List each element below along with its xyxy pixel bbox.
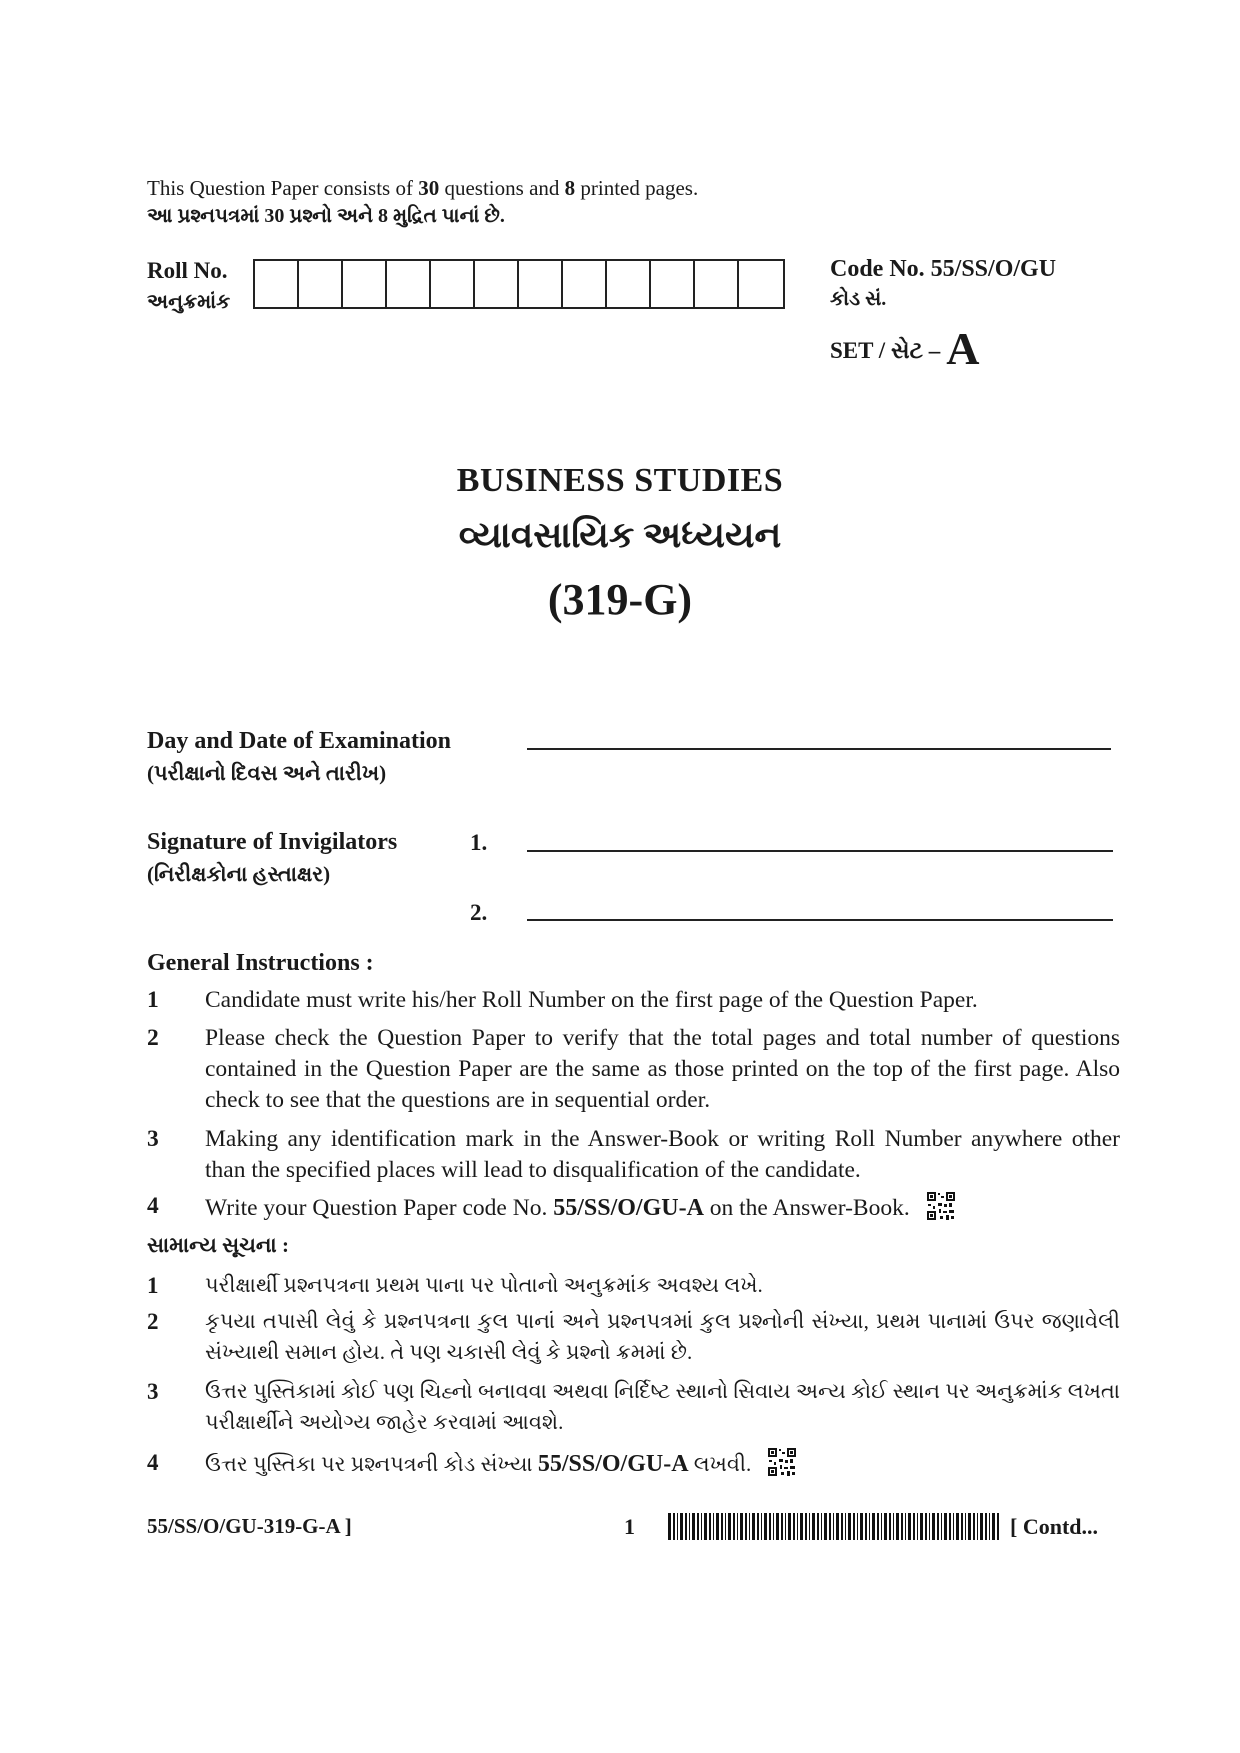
roll-digit-box[interactable]: [343, 261, 387, 307]
paper-info-gu: આ પ્રશ્નપત્રમાં 30 પ્રશ્નો અને 8 મુદ્રિત પાનાં છે.: [147, 205, 505, 227]
instruction-en-4: [147, 1191, 1120, 1224]
set-value: A: [946, 323, 980, 374]
roll-label-gu: અનુક્રમાંક: [147, 291, 231, 313]
code-label-gu: કોડ સં.: [830, 288, 887, 310]
date-label-gu: (પરીક્ષાનો દિવસ અને તારીખ): [147, 761, 387, 785]
qr-code-icon: [926, 1191, 956, 1221]
paper-info-suffix: printed pages.: [580, 176, 699, 200]
invigilator-label: [147, 826, 397, 890]
footer-page-number: 1: [624, 1514, 635, 1539]
roll-digit-box[interactable]: [695, 261, 739, 307]
invigilator-2-signature-line[interactable]: [527, 919, 1113, 921]
roll-digit-box[interactable]: [475, 261, 519, 307]
date-input-line[interactable]: [527, 748, 1111, 750]
answer-book-code: 55/SS/O/GU-A: [537, 1451, 689, 1477]
qr-code-icon: [767, 1447, 797, 1477]
instruction-text: પરીક્ષાર્થી પ્રશ્નપત્રના પ્રથમ પાના પર પોતાનો અનુક્રમાંક અવશ્ય લખે.: [205, 1273, 763, 1297]
instruction-text: Please check the Question Paper to verify that the total pages and total number of questions contained in the Question Paper are the same as those printed on the top of the first page. Also check to see that the questions are in sequential order.: [205, 1025, 1120, 1113]
instruction-number: 2: [147, 1309, 159, 1334]
instruction-number: 4: [147, 1450, 159, 1475]
barcode-icon: [668, 1513, 1002, 1540]
instruction-gu-1: [147, 1270, 1120, 1301]
roll-digit-box[interactable]: [431, 261, 475, 307]
invigilator-1-signature-line[interactable]: [527, 850, 1113, 852]
roll-digit-box[interactable]: [255, 261, 299, 307]
set-label: SET / સેટ –: [830, 338, 941, 363]
instruction-text: ઉત્તર પુસ્તિકામાં કોઈ પણ ચિહ્નો બનાવવા અથવા નિર્દિષ્ટ સ્થાનો સિવાય અન્ય કોઈ સ્થાન પર અનુક્રમાંક લખતા પરીક્ષાર્થીને અયોગ્ય જાહેર કરવામાં આવશે.: [205, 1379, 1120, 1434]
instruction-number: 3: [147, 1126, 159, 1152]
answer-book-code: 55/SS/O/GU-A: [553, 1195, 704, 1221]
invigilator-label-gu: (નિરીક્ષકોના હસ્તાક્ષર): [147, 862, 331, 886]
roll-number-boxes[interactable]: [253, 259, 785, 309]
instruction-number: 2: [147, 1025, 159, 1051]
instruction-number: 3: [147, 1379, 159, 1404]
code-block: [830, 254, 1056, 314]
roll-digit-box[interactable]: [651, 261, 695, 307]
general-instructions-heading: General Instructions :: [147, 950, 374, 976]
subject-title-gu: વ્યાવસાયિક અધ્યયન: [458, 515, 782, 555]
paper-info-prefix: This Question Paper consists of: [147, 176, 413, 200]
instruction-text: on the Answer-Book.: [709, 1195, 910, 1221]
instruction-text: Making any identification mark in the Answer-Book or writing Roll Number anywhere other than the specified places will lead to disqualification of the candidate.: [205, 1126, 1120, 1183]
roll-digit-box[interactable]: [299, 261, 343, 307]
instruction-text: લખવી.: [693, 1452, 752, 1476]
instruction-number: 1: [147, 987, 159, 1013]
footer-paper-code: 55/SS/O/GU-319-G-A ]: [147, 1514, 352, 1538]
set-line: [830, 322, 979, 375]
instruction-number: 4: [147, 1193, 159, 1219]
roll-digit-box[interactable]: [739, 261, 783, 307]
subject-code: (319-G): [547, 575, 693, 624]
page-count: 8: [564, 176, 576, 200]
roll-digit-box[interactable]: [607, 261, 651, 307]
roll-digit-box[interactable]: [563, 261, 607, 307]
subject-title-en: BUSINESS STUDIES: [456, 462, 784, 499]
instruction-number: 1: [147, 1273, 159, 1298]
instruction-text: કૃપયા તપાસી લેવું કે પ્રશ્નપત્રના કુલ પાનાં અને પ્રશ્નપત્રમાં કુલ પ્રશ્નોની સંખ્યા, પ્રથમ પાનામાં ઉપર જણાવેલી સંખ્યાથી સમાન હોય. તે પણ ચકાસી લેવું કે પ્રશ્નો ક્રમમાં છે.: [205, 1309, 1120, 1364]
question-count: 30: [418, 176, 440, 200]
instruction-en-2: [147, 1023, 1120, 1116]
instruction-gu-4: [147, 1447, 1120, 1480]
date-label: [147, 725, 451, 789]
roll-digit-box[interactable]: [387, 261, 431, 307]
invigilator-label-en: Signature of Invigilators: [147, 829, 398, 855]
instruction-gu-2: [147, 1306, 1120, 1368]
roll-digit-box[interactable]: [519, 261, 563, 307]
instruction-en-3: [147, 1124, 1120, 1186]
invigilator-num-1: 1.: [470, 830, 488, 855]
instruction-text: ઉત્તર પુસ્તિકા પર પ્રશ્નપત્રની કોડ સંખ્યા: [205, 1452, 533, 1476]
roll-number-label: [147, 256, 230, 317]
gujarati-instructions-heading: સામાન્ય સૂચના :: [147, 1233, 289, 1257]
instruction-text: Candidate must write his/her Roll Number on the first page of the Question Paper.: [205, 987, 978, 1013]
paper-info-en: [147, 176, 698, 201]
paper-info-middle: questions and: [444, 176, 560, 200]
instruction-gu-3: [147, 1376, 1120, 1438]
instruction-en-1: [147, 985, 1120, 1016]
code-number: Code No. 55/SS/O/GU: [830, 256, 1057, 282]
roll-label-en: Roll No.: [147, 258, 228, 283]
date-label-en: Day and Date of Examination: [147, 728, 452, 754]
instruction-text: Write your Question Paper code No.: [205, 1195, 548, 1221]
footer-contd: [ Contd...: [1010, 1514, 1099, 1539]
invigilator-num-2: 2.: [470, 900, 488, 925]
